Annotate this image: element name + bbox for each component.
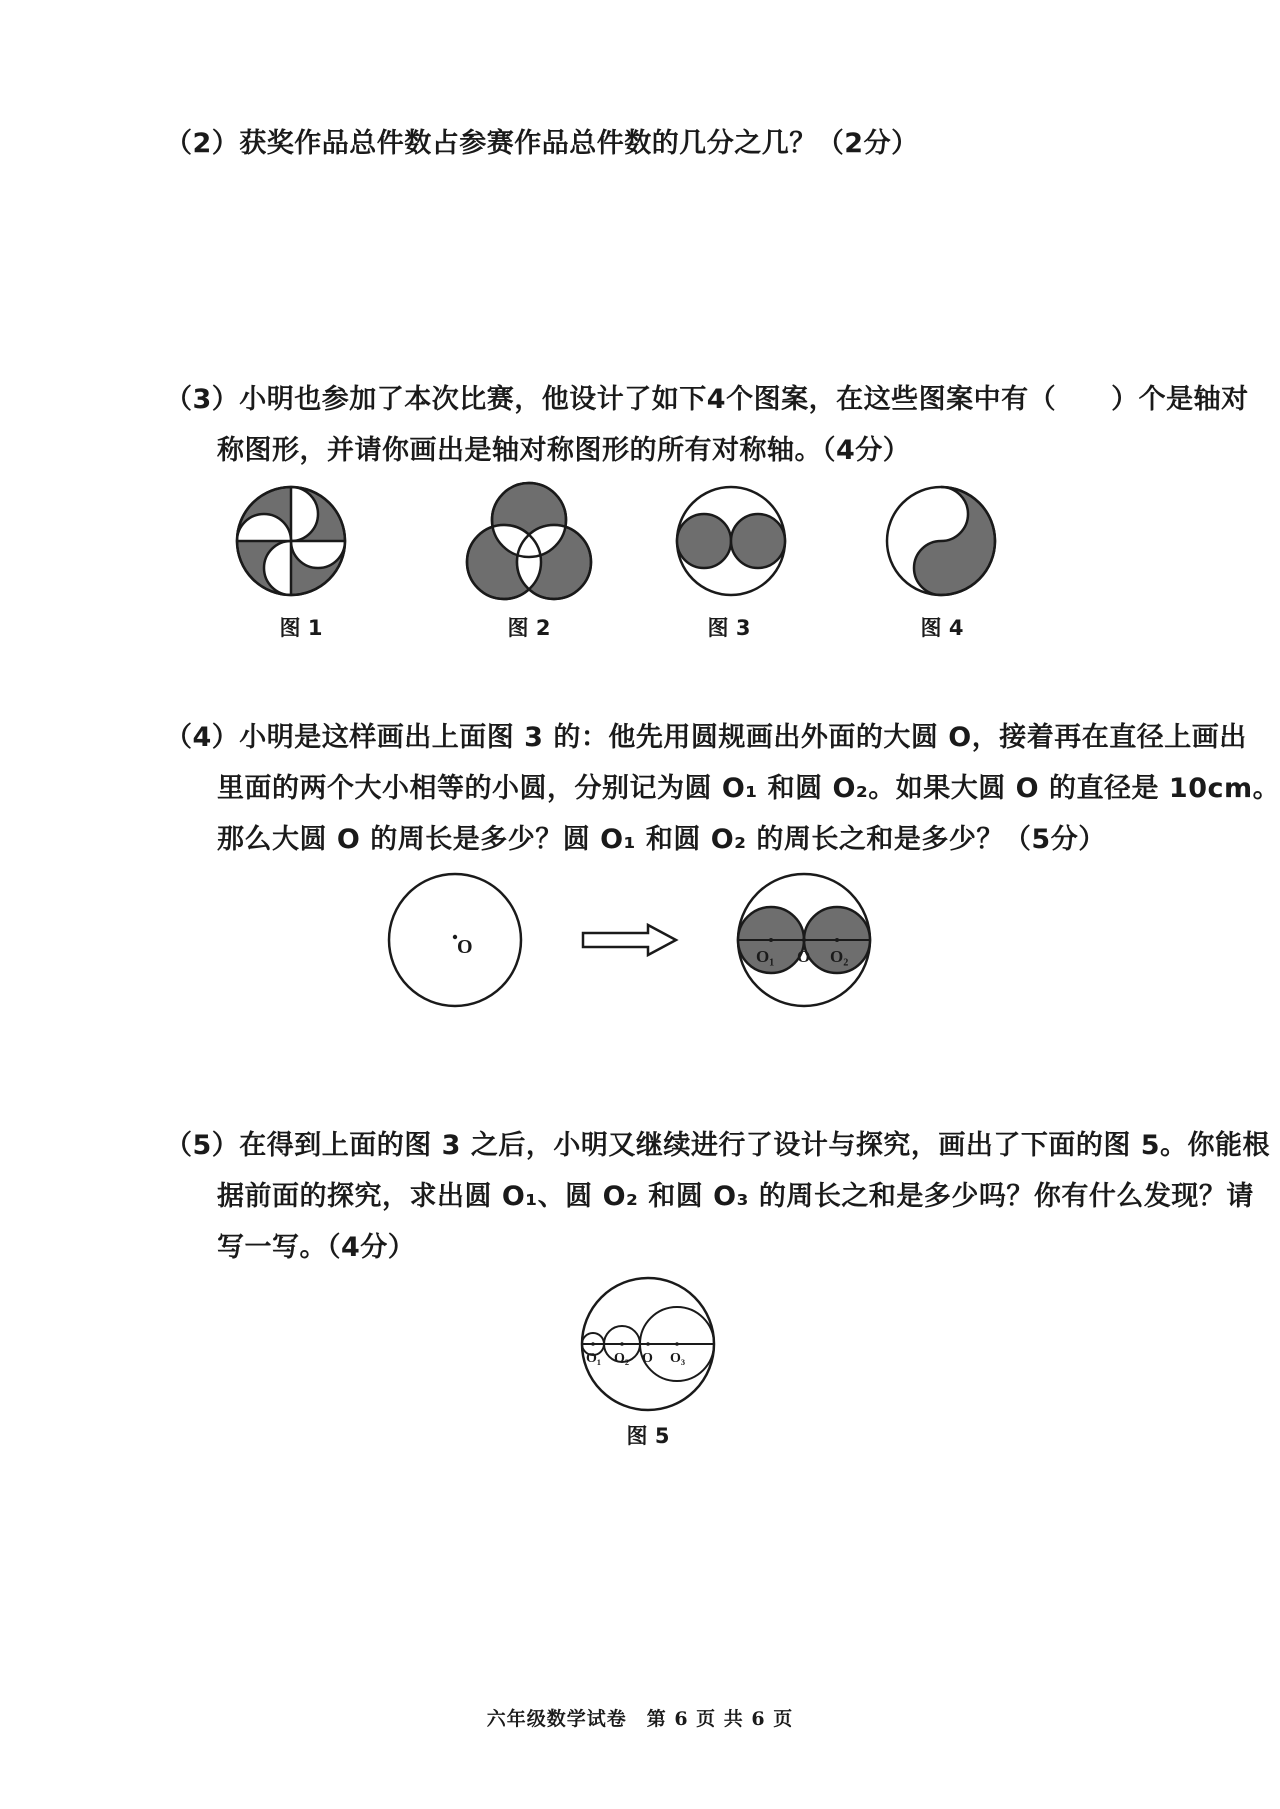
question-3-line-1: （3）小明也参加了本次比赛，他设计了如下4个图案，在这些图案中有（ ）个是轴对 (165, 384, 1249, 415)
q4-two-circles-figure (734, 870, 874, 1010)
question-3-line-2: 称图形，并请你画出是轴对称图形的所有对称轴。（4分） (217, 435, 911, 466)
figure-4-caption: 图 4 (920, 616, 964, 640)
figure-3-caption: 图 3 (707, 616, 751, 640)
q4-arrow-icon (580, 920, 680, 960)
q4-label-o1: O₁ (756, 947, 775, 966)
figure-1-pinwheel (232, 482, 350, 600)
q4-circle-o-figure (385, 870, 525, 1010)
question-3 (165, 374, 1249, 476)
page-footer: 六年级数学试卷 第 6 页 共 6 页 (486, 1708, 794, 1730)
figure-4-yin-yang (882, 482, 1000, 600)
fig5-label-o2: O₂ (614, 1351, 630, 1366)
figure-2-caption: 图 2 (507, 616, 551, 640)
figure-5-caption: 图 5 (626, 1424, 670, 1448)
question-5-line-1: （5）在得到上面的图 3 之后，小明又继续进行了设计与探究，画出了下面的图 5。你能根 (165, 1130, 1271, 1161)
figure-1-caption: 图 1 (279, 616, 323, 640)
question-5-line-3: 写一写。（4分） (217, 1232, 416, 1263)
q4-center-label: O (457, 936, 473, 958)
question-5-line-2: 据前面的探究，求出圆 O₁、圆 O₂ 和圆 O₃ 的周长之和是多少吗？你有什么发现？请 (217, 1181, 1254, 1212)
fig5-label-o1: O₁ (586, 1351, 602, 1366)
fig5-label-o: O (642, 1351, 653, 1366)
figure-2-three-circles (462, 478, 596, 608)
figure-5-three-circles (578, 1274, 718, 1414)
question-5 (165, 1120, 1270, 1273)
fig5-label-o3: O₃ (670, 1351, 686, 1366)
figure-3-two-circles (672, 482, 790, 600)
question-4 (165, 712, 1280, 865)
question-2 (165, 118, 919, 169)
question-4-line-1: （4）小明是这样画出上面图 3 的：他先用圆规画出外面的大圆 O，接着再在直径上画出 (165, 722, 1247, 753)
q4-label-o2: O₂ (830, 947, 849, 966)
question-2-text: （2）获奖作品总件数占参赛作品总件数的几分之几？（2分） (165, 128, 919, 159)
question-4-line-3: 那么大圆 O 的周长是多少？圆 O₁ 和圆 O₂ 的周长之和是多少？（5分） (217, 824, 1106, 855)
q4-label-o: O (797, 947, 811, 966)
question-4-line-2: 里面的两个大小相等的小圆，分别记为圆 O₁ 和圆 O₂。如果大圆 O 的直径是 10cm。 (217, 773, 1280, 804)
